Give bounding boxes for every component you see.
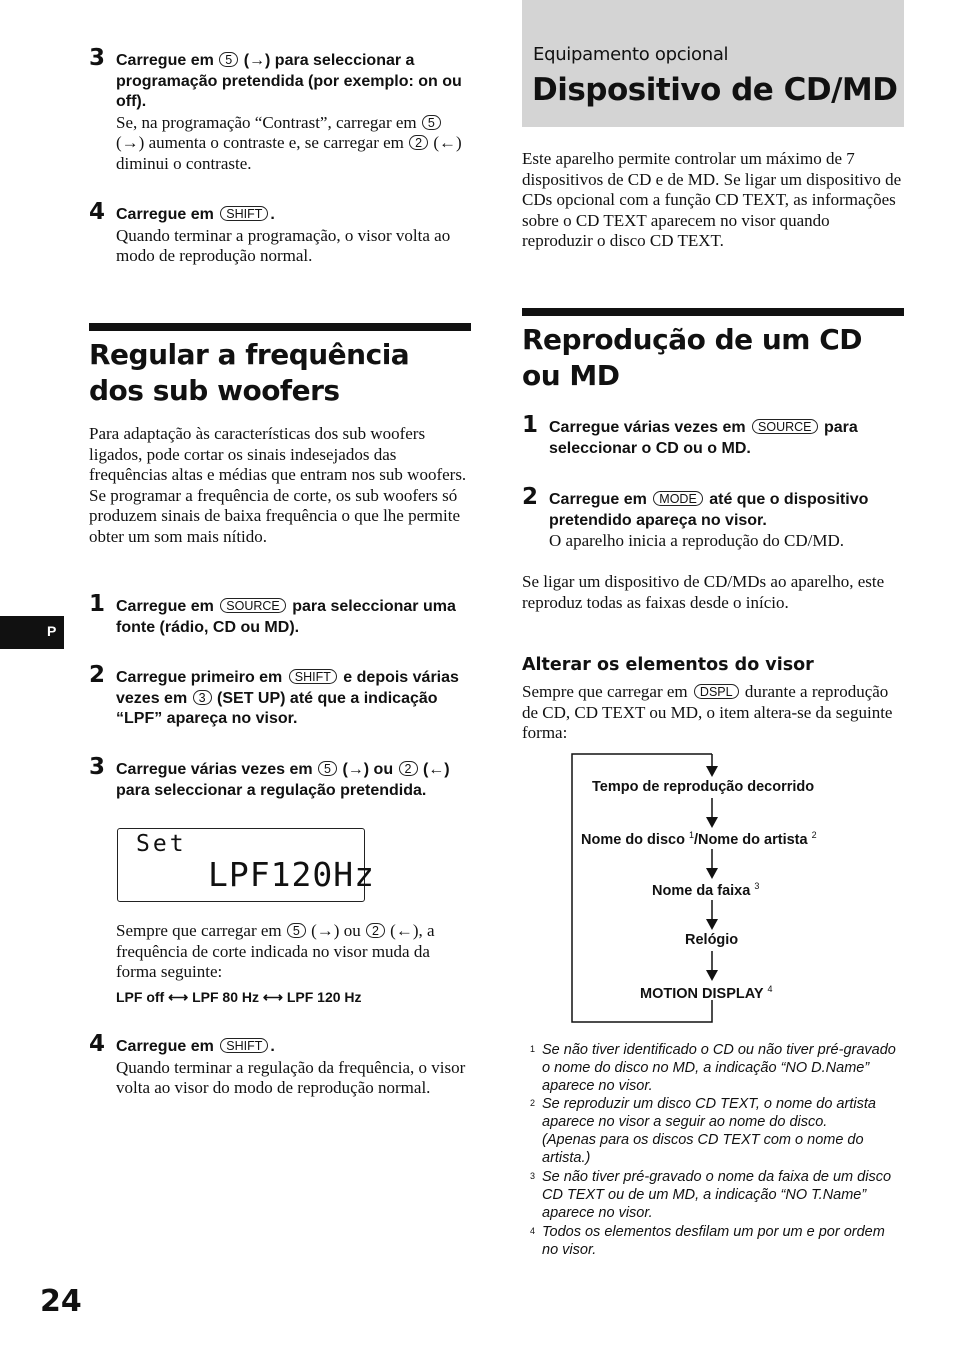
lcd-line-1: Set [136, 831, 187, 857]
key-shift-button: SHIFT [220, 1038, 268, 1053]
flow-step: Nome da faixa $^3$ [652, 881, 760, 899]
key-source-button: SOURCE [220, 598, 285, 613]
lpf-option: LPF 120 Hz [286, 989, 362, 1005]
flow-step: MOTION DISPLAY $^4$ [640, 984, 773, 1002]
key-2-button: 2 [409, 135, 428, 150]
down-arrow-icon [706, 817, 718, 828]
step-number: 3 [89, 45, 106, 71]
subsection-title: Alterar os elementos do visor [522, 655, 814, 675]
step-instruction: Carregue em 5 (→) para seleccionar a programação pretendida (por exemplo: on ou off). [116, 52, 462, 110]
step-2-setup: Carregue primeiro em SHIFT e depois várias vezes em 3 (SET UP) até que a indicação “LPF” apareça no visor. [116, 669, 459, 727]
key-dspl-button: DSPL [694, 684, 739, 699]
lcd-line-2: LPF120Hz [208, 855, 375, 894]
step-2-mode [549, 490, 905, 552]
step-description: Se, na programação “Contrast”, carregar em 5 (→) aumenta o contraste e, se carregar em 2 (←) diminui o contraste. [116, 112, 462, 173]
lcd-display [117, 828, 375, 902]
footnote-number: 1 [530, 1044, 536, 1054]
key-2-button: 2 [399, 761, 418, 776]
down-arrow-icon [706, 766, 718, 777]
key-source-button: SOURCE [752, 419, 817, 434]
step-instruction: Carregue em SHIFT . [116, 1038, 275, 1055]
key-5-button: 5 [422, 115, 441, 130]
section-title: Reprodução de um CD ou MD [522, 323, 863, 392]
step-1-source: Carregue em SOURCE para seleccionar uma fonte (rádio, CD ou MD). [116, 598, 456, 636]
section-title: Regular a frequência dos sub woofers [89, 338, 410, 407]
footnote: Se não tiver pré-gravado o nome da faixa de um disco CD TEXT ou de um MD, a indicação “NO T.Name” aparece no visor. [542, 1169, 892, 1221]
step-description: Sempre que carregar em 5 (→) ou 2 (←), a frequência de corte indicada no visor muda da forma seguinte: [116, 921, 435, 981]
key-3-button: 3 [193, 690, 212, 705]
footnote: Se reproduzir um disco CD TEXT, o nome do artista aparece no visor a seguir ao nome do disco. (Apenas para os discos CD TEXT com o nome do artista.) [542, 1096, 876, 1166]
step-description: Quando terminar a programação, o visor volta ao modo de reprodução normal. [116, 225, 451, 265]
header-subtitle: Equipamento opcional [533, 44, 729, 65]
down-arrow-icon [706, 970, 718, 981]
step-description: Quando terminar a regulação da frequência, o visor volta ao visor do modo de reprodução normal. [116, 1057, 466, 1097]
step-3-lpf: Carregue várias vezes em 5 (→) ou 2 (←) para seleccionar a regulação pretendida. [116, 761, 450, 799]
footnote-number: 4 [530, 1226, 536, 1236]
footnote: Todos os elementos desfilam um por um e por ordem no visor. [542, 1224, 885, 1258]
header-banner [522, 0, 904, 127]
section-rule [522, 308, 904, 316]
down-arrow-icon [706, 868, 718, 879]
step-number: 2 [522, 484, 539, 510]
language-tab: P [0, 616, 64, 649]
step-4-shift [116, 205, 466, 267]
lpf-option: LPF 80 Hz [192, 989, 259, 1005]
step-number: 4 [89, 199, 106, 225]
step-3-contrast [116, 51, 466, 174]
flow-step: Relógio [685, 932, 739, 948]
key-5-button: 5 [318, 761, 337, 776]
two-way-arrow-icon: ⟷ [168, 989, 189, 1005]
flow-step: Nome do disco $^1$/Nome do artista $^2$ [581, 830, 817, 848]
key-5-button: 5 [219, 52, 238, 67]
step-4-finish [116, 1037, 472, 1099]
flow-step: Tempo de reprodução decorrido [592, 779, 815, 795]
key-5-button: 5 [287, 923, 306, 938]
section-rule [89, 323, 471, 331]
step-number: 1 [89, 591, 106, 617]
section-intro: Este aparelho permite controlar um máximo de 7 dispositivos de CD e de MD. Se ligar um dispositivo de CDs opcional com a função CD TEXT, as informações sobre o CD TEXT aparecem no visor quando reproduzir o disco CD TEXT. [522, 149, 902, 250]
after-text: Se ligar um dispositivo de CD/MDs ao aparelho, este reproduz todas as faixas desde o início. [522, 572, 885, 612]
step-description: O aparelho inicia a reprodução do CD/MD. [549, 531, 845, 550]
key-shift-button: SHIFT [220, 206, 268, 221]
section-intro: Para adaptação às características dos sub woofers ligados, pode cortar os sinais indesejados das frequências altas e médias que entram nos sub woofers. Se programar a frequência de corte, os sub woofers só produzem sinais de baixa frequência o que lhe permite obter um som mais nítido. [89, 424, 467, 546]
key-2-button: 2 [366, 923, 385, 938]
down-arrow-icon [706, 919, 718, 930]
lpf-option: LPF off [116, 989, 165, 1005]
step-number: 3 [89, 754, 106, 780]
step-number: 4 [89, 1031, 106, 1057]
step-number: 2 [89, 662, 106, 688]
subsection-body: Sempre que carregar em DSPL durante a reprodução de CD, CD TEXT ou MD, o item altera-se da seguinte forma: [522, 682, 893, 742]
step-instruction: Carregue em MODE até que o dispositivo pretendido apareça no visor. [549, 491, 869, 529]
step-number: 1 [522, 412, 539, 438]
key-mode-button: MODE [653, 491, 703, 506]
page-number: 24 [40, 1284, 82, 1319]
step-1-source: Carregue várias vezes em SOURCE para seleccionar o CD ou o MD. [549, 419, 858, 457]
step-instruction: Carregue em SHIFT . [116, 206, 275, 223]
lpf-sequence [116, 989, 362, 1006]
footnote-number: 2 [530, 1098, 536, 1108]
two-way-arrow-icon: ⟷ [262, 989, 283, 1005]
footnote-number: 3 [530, 1171, 536, 1181]
footnote: Se não tiver identificado o CD ou não tiver pré-gravado o nome do disco no MD, a indicação “NO D.Name” aparece no visor. [542, 1042, 896, 1094]
header-title: Dispositivo de CD/MD [532, 72, 898, 108]
key-shift-button: SHIFT [289, 669, 337, 684]
